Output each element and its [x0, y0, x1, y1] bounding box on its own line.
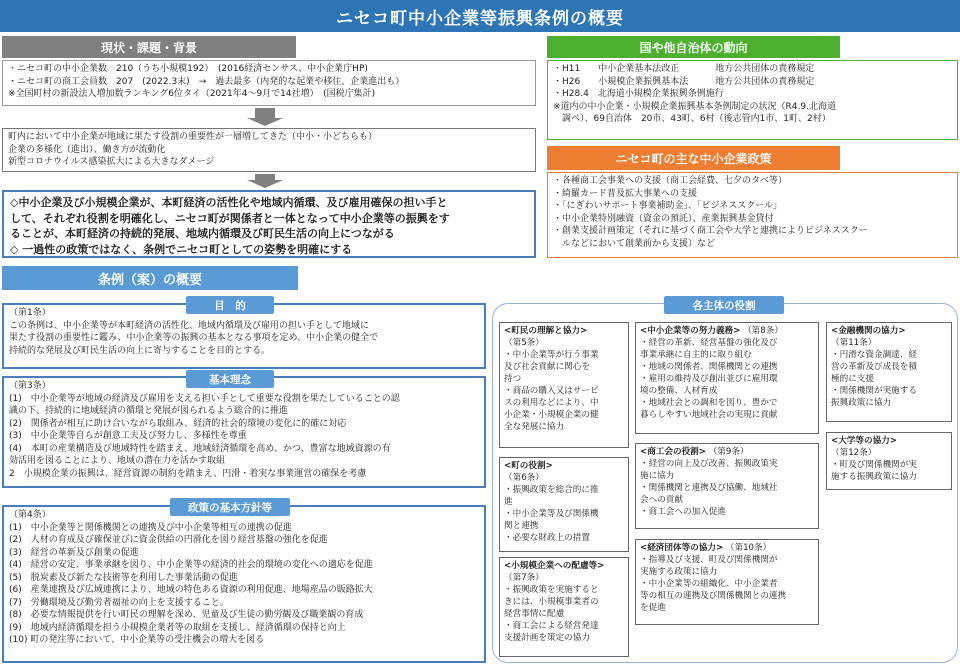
role-financial — [826, 322, 952, 422]
ordinance-header: 条例（案）の概要 — [2, 266, 298, 290]
role-line: きには、小規模事業者の — [504, 597, 599, 607]
role-line: ・商品の購入又はサービ — [504, 386, 599, 396]
basic-policy-line: (7) 労働環境及び勤労者福祉の向上を支援すること。 — [9, 597, 229, 608]
policies-line: ・綺羅カード普及拡大事業への支援 — [553, 188, 698, 199]
role-title: <中小企業等の努力義務> — [640, 326, 741, 336]
role-article: （第8条） — [743, 326, 783, 336]
role-title: <町の役割> — [504, 461, 553, 471]
principles-box — [2, 376, 486, 488]
role-chamber — [635, 443, 819, 529]
down-arrow-icon — [247, 180, 283, 188]
principles-line: 識の下、持続的に地域経済の循環と発展が図られるよう総合的に推進 — [9, 406, 289, 416]
basic-policy-box — [2, 505, 486, 663]
role-line: ・地域社会との調和を図り、豊かで — [640, 398, 778, 408]
page-title: ニセコ町中小企業等振興条例の概要 — [0, 0, 960, 32]
principles-line: (3) 中小企業等自らが創意工夫及び努力し、多様性を尊重 — [9, 431, 247, 441]
role-line: 持つ — [504, 374, 522, 384]
role-line: 経営事情に配慮 — [504, 609, 565, 619]
role-line: 暮らしやすい地域社会の実現に貢献 — [640, 410, 778, 420]
role-line: ・雇用の維持及び創出並びに雇用環 — [640, 374, 778, 384]
national-box — [547, 60, 958, 140]
role-town — [499, 457, 629, 552]
role-line: 支援計画を策定の協力 — [504, 633, 590, 643]
policies-line: ・中小企業特別融資（資金の預託）、産業振興基金貸付 — [553, 213, 774, 224]
role-line: 進 — [504, 497, 513, 507]
principles-line: (1) 中小企業等が地域の経済及び雇用を支える担い手として重要な役割を果たしていることの認 — [9, 393, 400, 404]
issues-box — [2, 128, 536, 172]
purpose-line: この条例は、中小企業等が本町経済の活性化、地域内循環及び雇用の担い手として地域に — [9, 320, 370, 331]
role-title: <町民の理解と協力> — [504, 326, 588, 336]
basic-policy-line: (10) 町の発注等において、中小企業等の受注機会の増大を図る — [9, 635, 265, 645]
role-line: 実施する政策に協力 — [640, 567, 718, 577]
basic-policy-line: (9) 地域内経済循環を担う小規模企業者等の取組を支援し、経済循環の保持と向上 — [9, 622, 346, 633]
role-line: 全な発展に協力 — [504, 422, 565, 432]
role-university — [826, 432, 952, 490]
purpose-line: （第1条） — [9, 308, 51, 318]
basic-policy-line: (2) 人材の育成及び確保並びに資金供給の円滑化を図り経営基盤の強化を促進 — [9, 535, 328, 545]
principles-label: 基本理念 — [186, 370, 274, 388]
basic-policy-line: (1) 中小企業等と関係機関との連携及び中小企業等相互の連携の促進 — [9, 522, 292, 533]
national-line: ・H28.4 北海道小規模企業振興条例施行 — [553, 89, 724, 99]
basic-policy-line: (3) 経営の革新及び創業の促進 — [9, 547, 139, 558]
role-line: ・中小企業等が行う事業 — [504, 350, 599, 360]
status-line: ・ニセコ町の商工会員数 207 (2022.3末) → 過去最多（内発的な起業や移住、企業進出も） — [8, 76, 405, 87]
policies-line: ルなどにおいて創業前から支援）など — [553, 238, 716, 249]
principles-line: 2 小規模企業の振興は、経営資源の制約を踏まえ、円滑・着実な事業運営の確保を考慮 — [9, 468, 367, 479]
down-arrow-icon — [247, 118, 283, 126]
role-line: 極的に支援 — [831, 374, 874, 384]
roles-label: 各主体の役割 — [664, 296, 784, 314]
role-line: ・関係機関が実施する — [831, 386, 917, 396]
national-line: ・H26 小規模企業振興基本法 地方公共団体の責務規定 — [553, 76, 815, 87]
role-line: を促進 — [640, 603, 666, 613]
national-header: 国や他自治体の動向 — [547, 36, 840, 58]
role-line: ・関係機関と連携及び協働、地域社 — [640, 483, 778, 493]
policies-box — [547, 172, 958, 258]
role-line: 境の整備、人材育成 — [640, 386, 718, 396]
role-line: 会への貢献 — [640, 495, 683, 505]
role-line: ・指導及び支援、町及び関係機関が — [640, 555, 778, 565]
purpose-line: 果たす役割の重要性に鑑み、中小企業等の振興の基本となる事項を定め、中小企業の健全で — [9, 333, 379, 343]
role-line: 施に協力 — [640, 471, 675, 481]
basic-policy-line: (5) 脱炭素及び新たな技術等を利用した事業活動の促進 — [9, 572, 238, 583]
principles-line: 効活用を図ることにより、地域の潜在力を活かす取組 — [9, 456, 226, 466]
role-article: （第10条） — [725, 543, 772, 553]
basic-policy-line: (4) 経営の安定、事業承継を図り、中小企業等の経済的社会的環境の変化への適応を促進 — [9, 560, 373, 570]
role-line: （第12条） — [831, 448, 877, 458]
role-title: <小規模企業への配慮等> — [504, 561, 605, 571]
status-line: ※全国町村の新設法人増加数ランキング6位タイ（2021年4～9月で14社増） (国税庁集計) — [8, 89, 376, 99]
issues-line: 新型コロナウイルス感染拡大による大きなダメージ — [8, 157, 215, 167]
role-line: ・中小企業等の組織化、中小企業者 — [640, 579, 778, 589]
policies-line: ・各種商工会事業への支援（商工会経費、七夕のタベ等） — [553, 176, 788, 186]
policies-line: ・創業支援計画策定（それに基づく商工会や大学と連携によりビジネススクー — [553, 226, 868, 236]
role-economic-orgs — [635, 539, 819, 625]
role-citizens — [499, 322, 629, 448]
role-line: （第11条） — [831, 338, 877, 348]
role-line: 等の相互の連携及び関係機関との連携 — [640, 591, 787, 601]
policies-line: ・「にぎわいサポート事業補助金」、「ビジネススクール」 — [553, 201, 783, 211]
purpose-label: 目 的 — [186, 296, 274, 314]
status-header: 現状・課題・背景 — [2, 36, 296, 58]
policies-header: ニセコ町の主な中小企業政策 — [547, 146, 840, 170]
purpose-line: 持続的な発展及び町民生活の向上に寄与することを目的とする。 — [9, 345, 271, 356]
role-line: ・必要な財政上の措置 — [504, 533, 590, 543]
role-title: <大学等の協力> — [831, 436, 897, 446]
role-line: ・円滑な資金調達、経 — [831, 350, 917, 360]
role-sme — [635, 322, 819, 434]
basic-policy-line: (6) 産業連携及び広域連携により、地域の特色ある資源の利用促進、地場産品の販路拡大 — [9, 585, 373, 595]
principles-line: (4) 本町の産業構造及び地域特性を踏まえ、地域経済循環を高め、かつ、豊富な地域資源の有 — [9, 443, 391, 454]
role-article: （第9条） — [708, 447, 749, 457]
national-line: ・H11 中小企業基本法改正 地方公共団体の責務規定 — [553, 64, 815, 74]
role-line: ・振興政策を総合的に推 — [504, 485, 599, 495]
conclusion-box — [2, 190, 536, 258]
role-line: 振興政策に協力 — [831, 398, 892, 408]
principles-line: （第3条） — [9, 381, 51, 391]
issues-line: 町内において中小企業が地域に果たす役割の重要性が一層増してきた（中小・小どちらも） — [8, 132, 378, 142]
role-line: ・振興政策を実施すると — [504, 585, 599, 595]
status-box — [2, 60, 536, 106]
role-line: スの利用などにより、中 — [504, 398, 599, 408]
basic-policy-line: (8) 必要な情報提供を行い町民の理解を深め、児童及び生徒の勤労観及び職業観の育成 — [9, 610, 364, 620]
role-small-enterprise — [499, 557, 629, 657]
role-line: 事業承継に自主的に取り組む — [640, 350, 752, 360]
role-line: ・町及び関係機関が実 — [831, 460, 917, 470]
role-line: 関と連携 — [504, 521, 539, 531]
issues-line: 企業の多様化（進出）、働き方が流動化 — [8, 144, 166, 155]
role-title: <商工会の役割> — [640, 447, 706, 457]
role-line: 施する振興政策に協力 — [831, 472, 917, 482]
basic-policy-label: 政策の基本方針等 — [170, 498, 290, 516]
role-line: （第7条） — [504, 573, 544, 583]
role-line: ・商工会による経営発達 — [504, 621, 599, 631]
role-line: ・経営の革新、経営基盤の強化及び — [640, 338, 778, 348]
role-line: ・中小企業等及び関係機 — [504, 509, 599, 519]
status-line: ・ニセコ町の中小企業数 210（うち小規模192） (2016経済センサス、中小企業庁HP) — [8, 64, 368, 74]
national-line: ※道内の中小企業・小規模企業振興基本条例制定の状況（R4.9.北海道 — [553, 101, 836, 112]
principles-line: (2) 関係者が相互に助け合いながら取組み、経済的社会的環境の変化に的確に対応 — [9, 418, 347, 429]
role-title: <経済団体等の協力> — [640, 543, 724, 553]
role-title: <金融機関の協力> — [831, 326, 906, 336]
role-line: ・商工会への加入促進 — [640, 507, 726, 517]
conclusion-line: ◇中小企業及び小規模企業が、本町経済の活性化や地域内循環、及び雇用確保の担い手と — [10, 196, 448, 209]
role-line: ・地域の関係者、関係機関との連携 — [640, 362, 778, 372]
conclusion-line: して、それぞれ役割を明確化し、ニセコ町が関係者と一体となって中小企業等の振興をす — [10, 211, 450, 225]
basic-policy-line: （第4条） — [9, 510, 51, 520]
role-line: ・経営の向上及び改善、振興政策実 — [640, 459, 778, 469]
national-line: 調べ）、69自治体 20市、43町、6村（後志管内1市、1町、2村） — [553, 114, 831, 124]
role-line: （第5条） — [504, 338, 544, 348]
role-line: 及び社会貢献に関心を — [504, 362, 590, 372]
conclusion-line: ることが、本町経済の持続的発展、地域内循環及び町民生活の向上につながる — [10, 227, 395, 240]
role-line: （第6条） — [504, 473, 544, 483]
role-line: 営の革新及び成長を積 — [831, 362, 917, 372]
role-line: 小企業・小規模企業の健 — [504, 410, 599, 420]
conclusion-line: ◇ 一過性の政策ではなく、条例でニセコ町としての姿勢を明確にする — [10, 242, 353, 256]
arrow-stem — [255, 108, 275, 118]
